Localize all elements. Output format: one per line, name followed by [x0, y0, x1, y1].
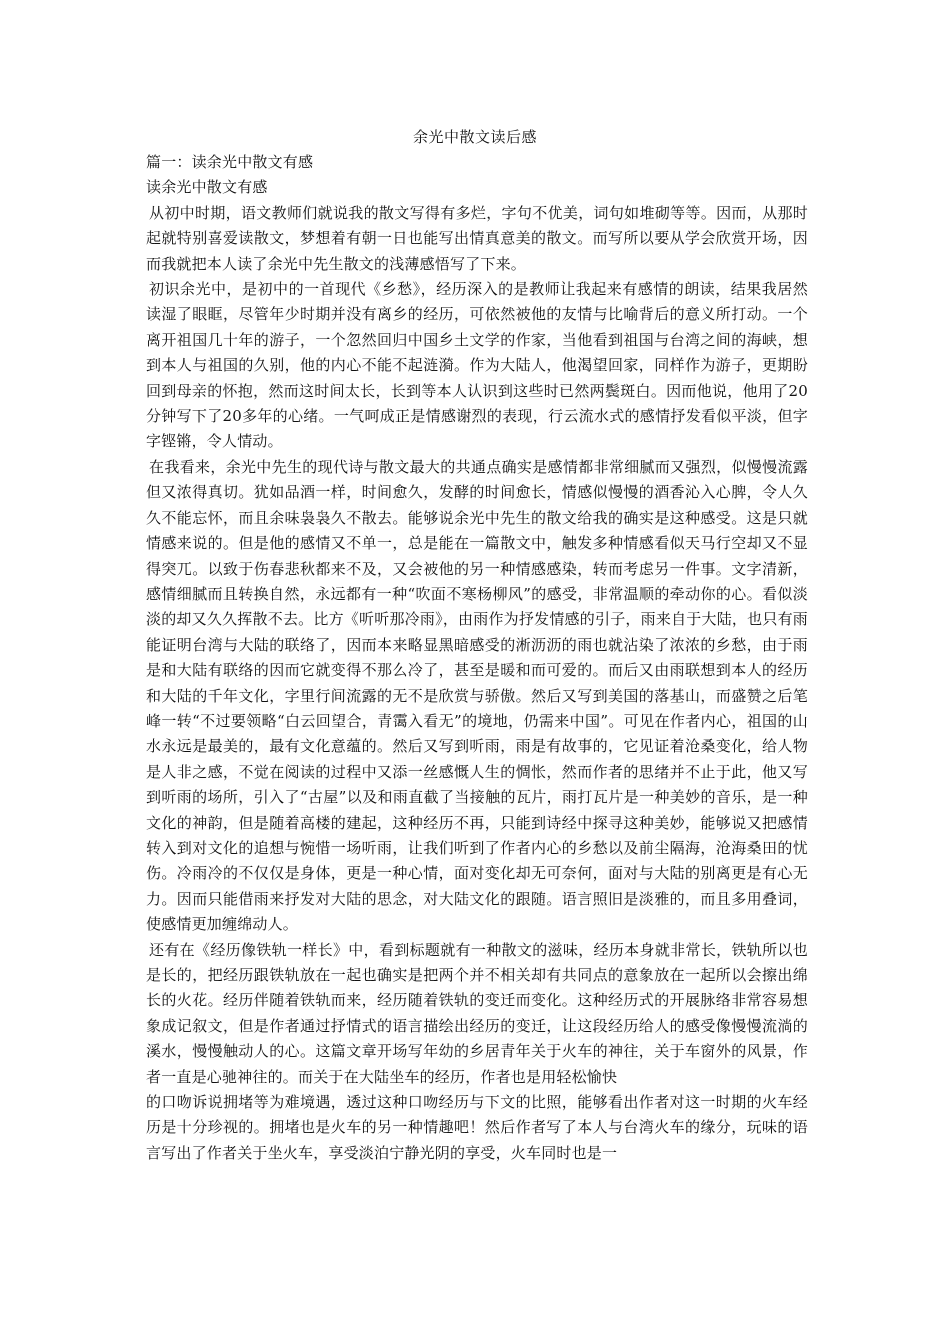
paragraph: 在我看来，余光中先生的现代诗与散文最大的共通点确实是感情都非常细腻而又强烈，似慢慢流露但又浓得真切。犹如品酒一样，时间愈久，发酵的时间愈长，情感似慢慢的酒香沁入心脾，令人久久不能忘怀，而且余味袅袅久不散去。能够说余光中先生的散文给我的确实是这种感受。这是只就情感来说的。但是他的感情又不单一，总是能在一篇散文中，触发多种情感看似天马行空却又不显得突兀。以致于伤春悲秋都来不及，又会被他的另一种情感感染，转而考虑另一件事。文字清新，感情细腻而且转换自然，永远都有一种“吹面不寒杨柳风”的感受，非常温顺的牵动你的心。看似淡淡的却又久久挥散不去。比方《听听那冷雨》，由雨作为抒发情感的引子，雨来自于大陆，也只有雨能证明台湾与大陆的联络了，因而本来略显黑暗感受的淅沥沥的雨也就沾染了浓浓的乡愁，由于雨是和大陆有联络的因而它就变得不那么冷了，甚至是暖和而可爱的。而后又由雨联想到本人的经历和大陆的千年文化，字里行间流露的无不是欣赏与骄傲。然后又写到美国的落基山，而盛赞之后笔峰一转“不过要领略“白云回望合，青霭入看无”的境地，仍需来中国”。可见在作者内心，祖国的山水永远是最美的，最有文化意蕴的。然后又写到听雨，雨是有故事的，它见证着沧桑变化，给人物是人非之感，不觉在阅读的过程中又添一丝感慨人生的惆怅，然而作者的思绪并不止于此，他又写到听雨的场所，引入了“古屋”以及和雨直截了当接触的瓦片，雨打瓦片是一种美妙的音乐，是一种文化的神韵，但是随着高楼的建起，这种经历不再，只能到诗经中探寻这种美妙，能够说又把感情转入到对文化的追想与惋惜一场听雨，让我们听到了作者内心的乡愁以及前尘隔海，沧海桑田的忧伤。冷雨冷的不仅仅是身体，更是一种心情，面对变化却无可奈何，面对与大陆的别离更是有心无力。因而只能借雨来抒发对大陆的思念，对大陆文化的跟随。语言照旧是淡雅的，而且多用叠词，使感情更加缠绵动人。 — [146, 457, 808, 934]
paragraph: 的口吻诉说拥堵等为难境遇，透过这种口吻经历与下文的比照，能够看出作者对这一时期的火车经历是十分珍视的。拥堵也是火车的另一种情趣吧！然后作者写了本人与台湾火车的缘分，玩味的语言写出了作者关于坐火车，享受淡泊宁静光阴的享受，火车同时也是一 — [146, 1093, 808, 1162]
paragraph: 初识余光中，是初中的一首现代《乡愁》，经历深入的是教师让我起来有感情的朗读，结果我居然读湿了眼眶，尽管年少时期并没有离乡的经历，可依然被他的友情与比喻背后的意义所打动。一个离开祖国几十年的游子，一个忽然回归中国乡土文学的作家，当他看到祖国与台湾之间的海峡，想到本人与祖国的久别，他的内心不能不起涟漪。作为大陆人，他渴望回家，同样作为游子，更期盼回到母亲的怀抱，然而这时间太长，长到等本人认识到这些时已然两鬓斑白。因而他说，他用了20分钟写下了20多年的心绪。一气呵成正是情感谢烈的表现，行云流水式的感情抒发看似平淡，但字字铿锵，令人情动。 — [146, 280, 808, 451]
paragraph: 还有在《经历像铁轨一样长》中，看到标题就有一种散文的滋味，经历本身就非常长，铁轨所以也是长的，把经历跟铁轨放在一起也确实是把两个并不相关却有共同点的意象放在一起所以会擦出绵长的火花。经历伴随着铁轨而来，经历随着铁轨的变迁而变化。这种经历式的开展脉络非常容易想象成记叙文，但是作者通过抒情式的语言描绘出经历的变迁，让这段经历给人的感受像慢慢流淌的溪水，慢慢触动人的心。这篇文章开场写年幼的乡居青年关于火车的神往，关于车窗外的风景，作者一直是心驰神往的。而关于在大陆坐车的经历，作者也是用轻松愉快 — [146, 940, 808, 1086]
document-body — [146, 150, 808, 1166]
document-title: 余光中散文读后感 — [412, 128, 537, 146]
section-heading: 篇一：读余光中散文有感 — [146, 153, 314, 171]
subheading: 读余光中散文有感 — [146, 178, 268, 197]
paragraph: 从初中时期，语文教师们就说我的散文写得有多烂，字句不优美，词句如堆砌等等。因而，从那时起就特别喜爱读散文，梦想着有朝一日也能写出情真意美的散文。而写所以要从学会欣赏开场，因而我就把本人读了余光中先生散文的浅薄感悟写了下来。 — [146, 203, 808, 273]
